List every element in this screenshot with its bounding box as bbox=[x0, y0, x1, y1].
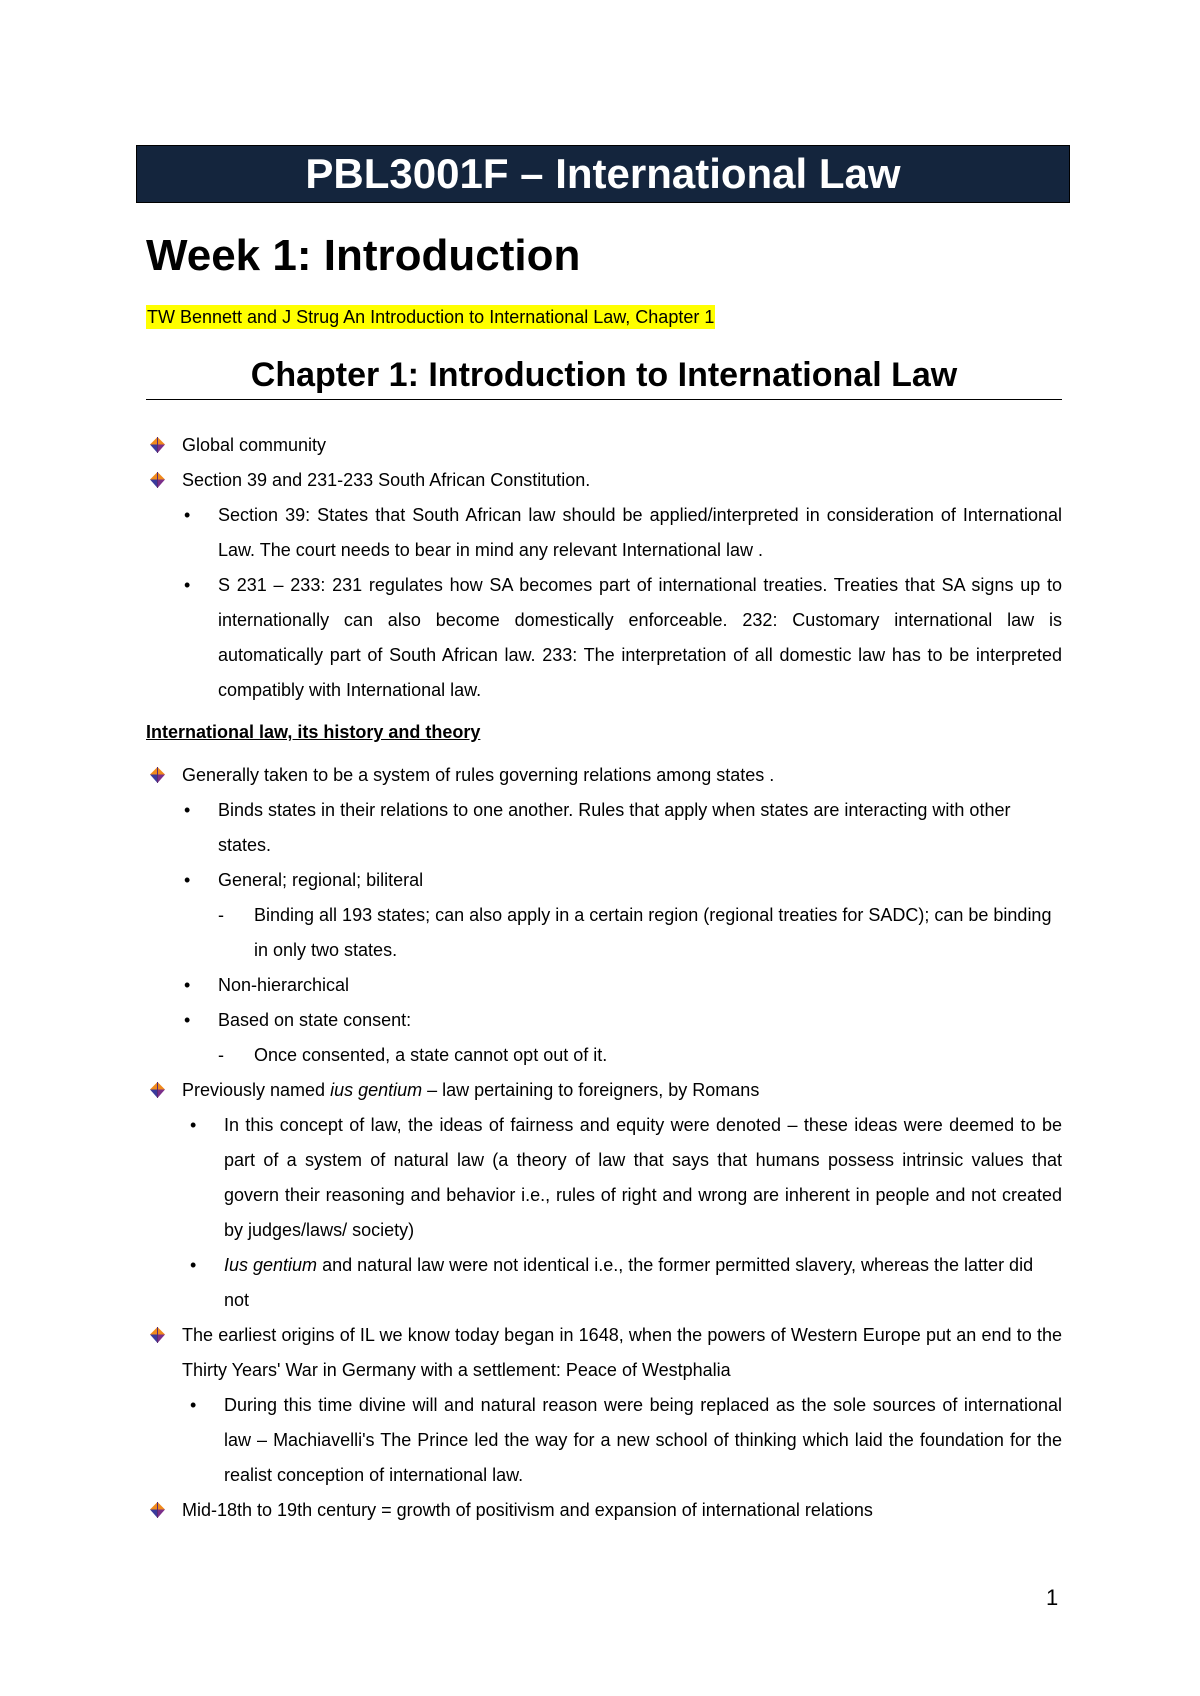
list-item: The earliest origins of IL we know today began in 1648, when the powers of Western Europe put an end to the Thirty Years' War in Germany with a settlement: Peace of Westphalia bbox=[146, 1318, 1062, 1388]
arrow-bullet-icon bbox=[150, 767, 165, 783]
arrow-bullet-icon bbox=[150, 1327, 165, 1343]
dot-bullet-icon: • bbox=[184, 1010, 191, 1030]
list-item: • Binds states in their relations to one another. Rules that apply when states are interacting with other states. bbox=[146, 793, 1062, 863]
list-item: Generally taken to be a system of rules governing relations among states . bbox=[146, 758, 1062, 793]
list-item: Mid-18th to 19th century = growth of positivism and expansion of international relations bbox=[146, 1493, 1062, 1528]
arrow-bullet-icon bbox=[150, 1082, 165, 1098]
dash-bullet-icon: - bbox=[218, 905, 224, 925]
dot-bullet-icon: • bbox=[184, 505, 191, 525]
list-item: • During this time divine will and natural reason were being replaced as the sole sources of international law – Machiavelli's The Prince led the way for a new school of thinking which laid the foundation for the realist conception of international law. bbox=[146, 1388, 1062, 1493]
course-title-banner: PBL3001F – International Law bbox=[136, 145, 1070, 203]
list-item: Global community bbox=[146, 428, 1062, 463]
dot-bullet-icon: • bbox=[190, 1255, 197, 1275]
dot-bullet-icon: • bbox=[190, 1395, 197, 1415]
dot-bullet-icon: • bbox=[184, 975, 191, 995]
week-title: Week 1: Introduction bbox=[146, 231, 581, 280]
page-number: 1 bbox=[1046, 1585, 1059, 1610]
list-item: • Ius gentium and natural law were not identical i.e., the former permitted slavery, whereas the latter did not bbox=[146, 1248, 1062, 1318]
notes-content bbox=[146, 428, 1062, 1528]
list-item: - Once consented, a state cannot opt out of it. bbox=[146, 1038, 1062, 1073]
list-item: Previously named ius gentium – law pertaining to foreigners, by Romans bbox=[146, 1073, 1062, 1108]
list-item: • S 231 – 233: 231 regulates how SA becomes part of international treaties. Treaties that SA signs up to internationally can also become domestically enforceable. 232: Customary international law is automatically part of South African law. 233: The interpretation of all domestic law has to be interpreted compatibly with International law. bbox=[146, 568, 1062, 708]
list-item: • In this concept of law, the ideas of fairness and equity were denoted – these ideas were deemed to be part of a system of natural law (a theory of law that says that humans possess intrinsic values that govern their reasoning and behavior i.e., rules of right and wrong are inherent in people and not created by judges/laws/ society) bbox=[146, 1108, 1062, 1248]
list-item: • Section 39: States that South African law should be applied/interpreted in consideration of International Law. The court needs to bear in mind any relevant International law . bbox=[146, 498, 1062, 568]
list-item: • General; regional; biliteral bbox=[146, 863, 1062, 898]
dot-bullet-icon: • bbox=[184, 870, 191, 890]
arrow-bullet-icon bbox=[150, 1502, 165, 1518]
dot-bullet-icon: • bbox=[190, 1115, 197, 1135]
list-item: Section 39 and 231-233 South African Constitution. bbox=[146, 463, 1062, 498]
chapter-title: Chapter 1: Introduction to International Law bbox=[146, 352, 1062, 400]
dash-bullet-icon: - bbox=[218, 1045, 224, 1065]
list-item: - Binding all 193 states; can also apply in a certain region (regional treaties for SADC); can be binding in only two states. bbox=[146, 898, 1062, 968]
section1-list bbox=[146, 428, 1062, 708]
arrow-bullet-icon bbox=[150, 472, 165, 488]
reading-reference: TW Bennett and J Strug An Introduction to International Law, Chapter 1 bbox=[147, 307, 715, 327]
arrow-bullet-icon bbox=[150, 437, 165, 453]
list-item: • Based on state consent: bbox=[146, 1003, 1062, 1038]
section-heading: International law, its history and theory bbox=[146, 722, 481, 742]
dot-bullet-icon: • bbox=[184, 800, 191, 820]
dot-bullet-icon: • bbox=[184, 575, 191, 595]
section2-list bbox=[146, 758, 1062, 1528]
list-item: • Non-hierarchical bbox=[146, 968, 1062, 1003]
